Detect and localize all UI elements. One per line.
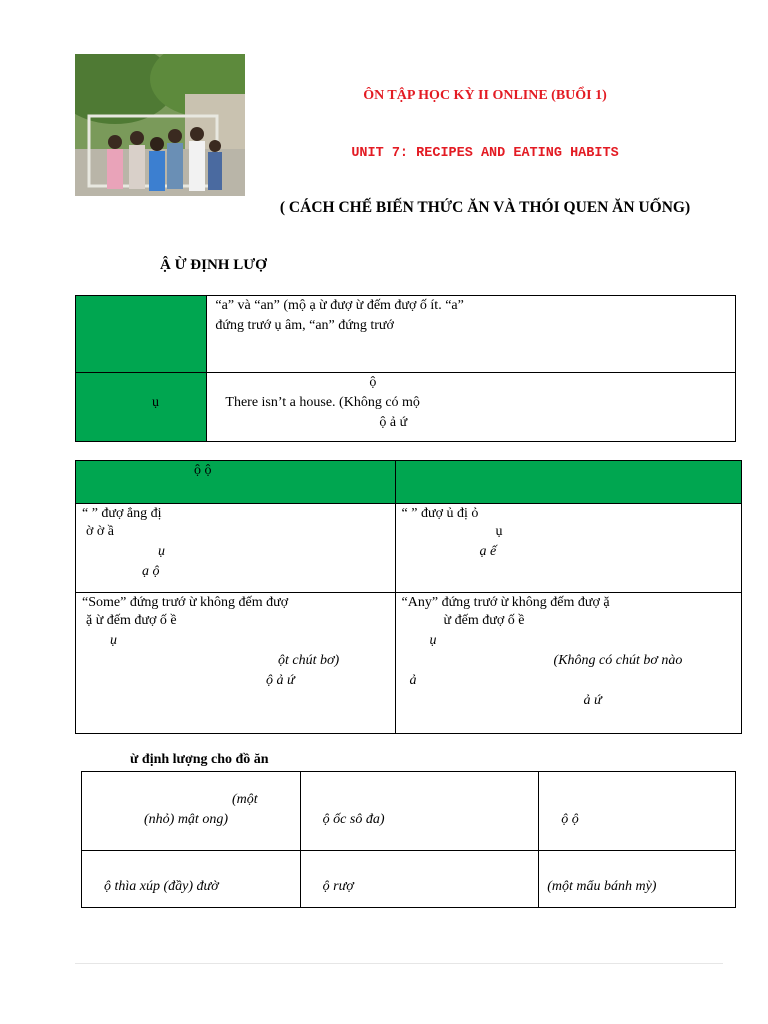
unit-title: UNIT 7: RECIPES AND EATING HABITS: [351, 146, 619, 161]
example-line-2: There isn’t a house. (Không có mộ: [225, 395, 420, 410]
quantifier-cell-bread-line-1: (một mẩu bánh mỳ): [547, 879, 657, 894]
some-rule-line-1: “Some” đứng trướ ừ không đếm đượ: [82, 595, 289, 610]
some-rule-line-5: ộ ả ứ: [266, 673, 295, 688]
any-usage-cell: [395, 504, 741, 593]
any-rule-line-3: ụ: [429, 633, 437, 648]
example-line-1: ộ: [369, 375, 377, 390]
quantifier-cell-honey-line-1: (một: [232, 792, 258, 807]
section-heading-quantifiers: ừ định lượng cho đồ ăn: [130, 752, 269, 767]
some-usage-line-4: ạ ộ: [142, 564, 160, 579]
any-rule-line-4: (Không có chút bơ nào: [553, 653, 683, 668]
quantifier-cell-sugar: [82, 851, 301, 908]
class-photo-image: [75, 54, 245, 196]
any-usage-line-1: [402, 506, 738, 522]
page-footer-divider: [75, 963, 723, 964]
class-photo: [75, 54, 245, 196]
quantifier-cell-honey-line-2: (nhỏ) mật ong): [144, 812, 228, 827]
some-any-header-right: [395, 461, 741, 504]
some-usage-line-3: ụ: [158, 544, 165, 559]
articles-table-example-cell: [207, 373, 736, 442]
articles-table-definition-cell: [207, 296, 736, 373]
some-any-header-left-text: ộ ộ: [194, 463, 212, 478]
any-rule-line-2: ừ đếm đượ ố ề: [443, 613, 525, 628]
quantifier-cell-wine-line-1: ộ rượ: [322, 879, 354, 894]
some-rule-line-2: ặ ừ đếm đượ ố ề: [86, 613, 177, 628]
quantifier-cell-soda: [300, 772, 539, 851]
quantifier-cell-bread: [539, 851, 736, 908]
unit-subtitle: ( CÁCH CHẾ BIẾN THỨC ĂN VÀ THÓI QUEN ĂN UỐNG): [279, 199, 691, 216]
any-rule-line-6: ả ứ: [583, 693, 602, 708]
some-usage-cell: [76, 504, 396, 593]
some-usage-line-2: ờ ờ ầ: [86, 524, 115, 539]
articles-table: [75, 295, 736, 442]
example-line-3: ộ ả ứ: [379, 415, 408, 430]
quantifier-cell-sugar-line-1: ộ thìa xúp (đầy) đườ: [104, 879, 219, 894]
any-usage-line-2: ụ: [495, 524, 503, 539]
articles-table-green-cell-1: [76, 296, 207, 373]
section-heading-articles: Ậ Ừ ĐỊNH LƯỢ: [160, 257, 267, 273]
articles-table-example-label-cell: [76, 373, 207, 442]
article-definition-line-1: “a” và “an” (mộ ạ ừ đượ ừ đếm đượ ố ít. “a”: [215, 298, 464, 313]
quantifier-cell-3-line-1: ộ ộ: [561, 812, 579, 827]
quantifier-cell-honey: [82, 772, 301, 851]
example-label: ụ: [152, 395, 159, 410]
any-usage-line-3: ạ ế: [479, 544, 497, 559]
any-rule-cell: [395, 593, 741, 734]
page-title: ÔN TẬP HỌC KỲ II ONLINE (BUỔI 1): [363, 88, 607, 103]
some-any-table: [75, 460, 742, 734]
any-rule-line-1: “Any” đứng trướ ừ không đếm đượ ặ: [401, 595, 610, 610]
some-rule-cell: [76, 593, 396, 734]
quantifiers-table: [81, 771, 736, 908]
quantifier-cell-soda-line-1: ộ ốc sô đa): [322, 812, 385, 827]
quantifier-cell-3: [539, 772, 736, 851]
some-rule-line-4: ột chút bơ): [278, 653, 340, 668]
quantifier-cell-wine: [300, 851, 539, 908]
any-usage-line-1-text: “ ” đượ ủ đị ỏ: [401, 506, 479, 521]
some-usage-line-1: “ ” đượ ẳng đị: [82, 506, 162, 521]
any-rule-line-5: ả: [409, 673, 417, 688]
some-rule-line-3: ụ: [110, 633, 117, 648]
article-definition-line-2: đứng trướ ụ âm, “an” đứng trướ: [215, 318, 394, 333]
some-any-header-left: [76, 461, 396, 504]
